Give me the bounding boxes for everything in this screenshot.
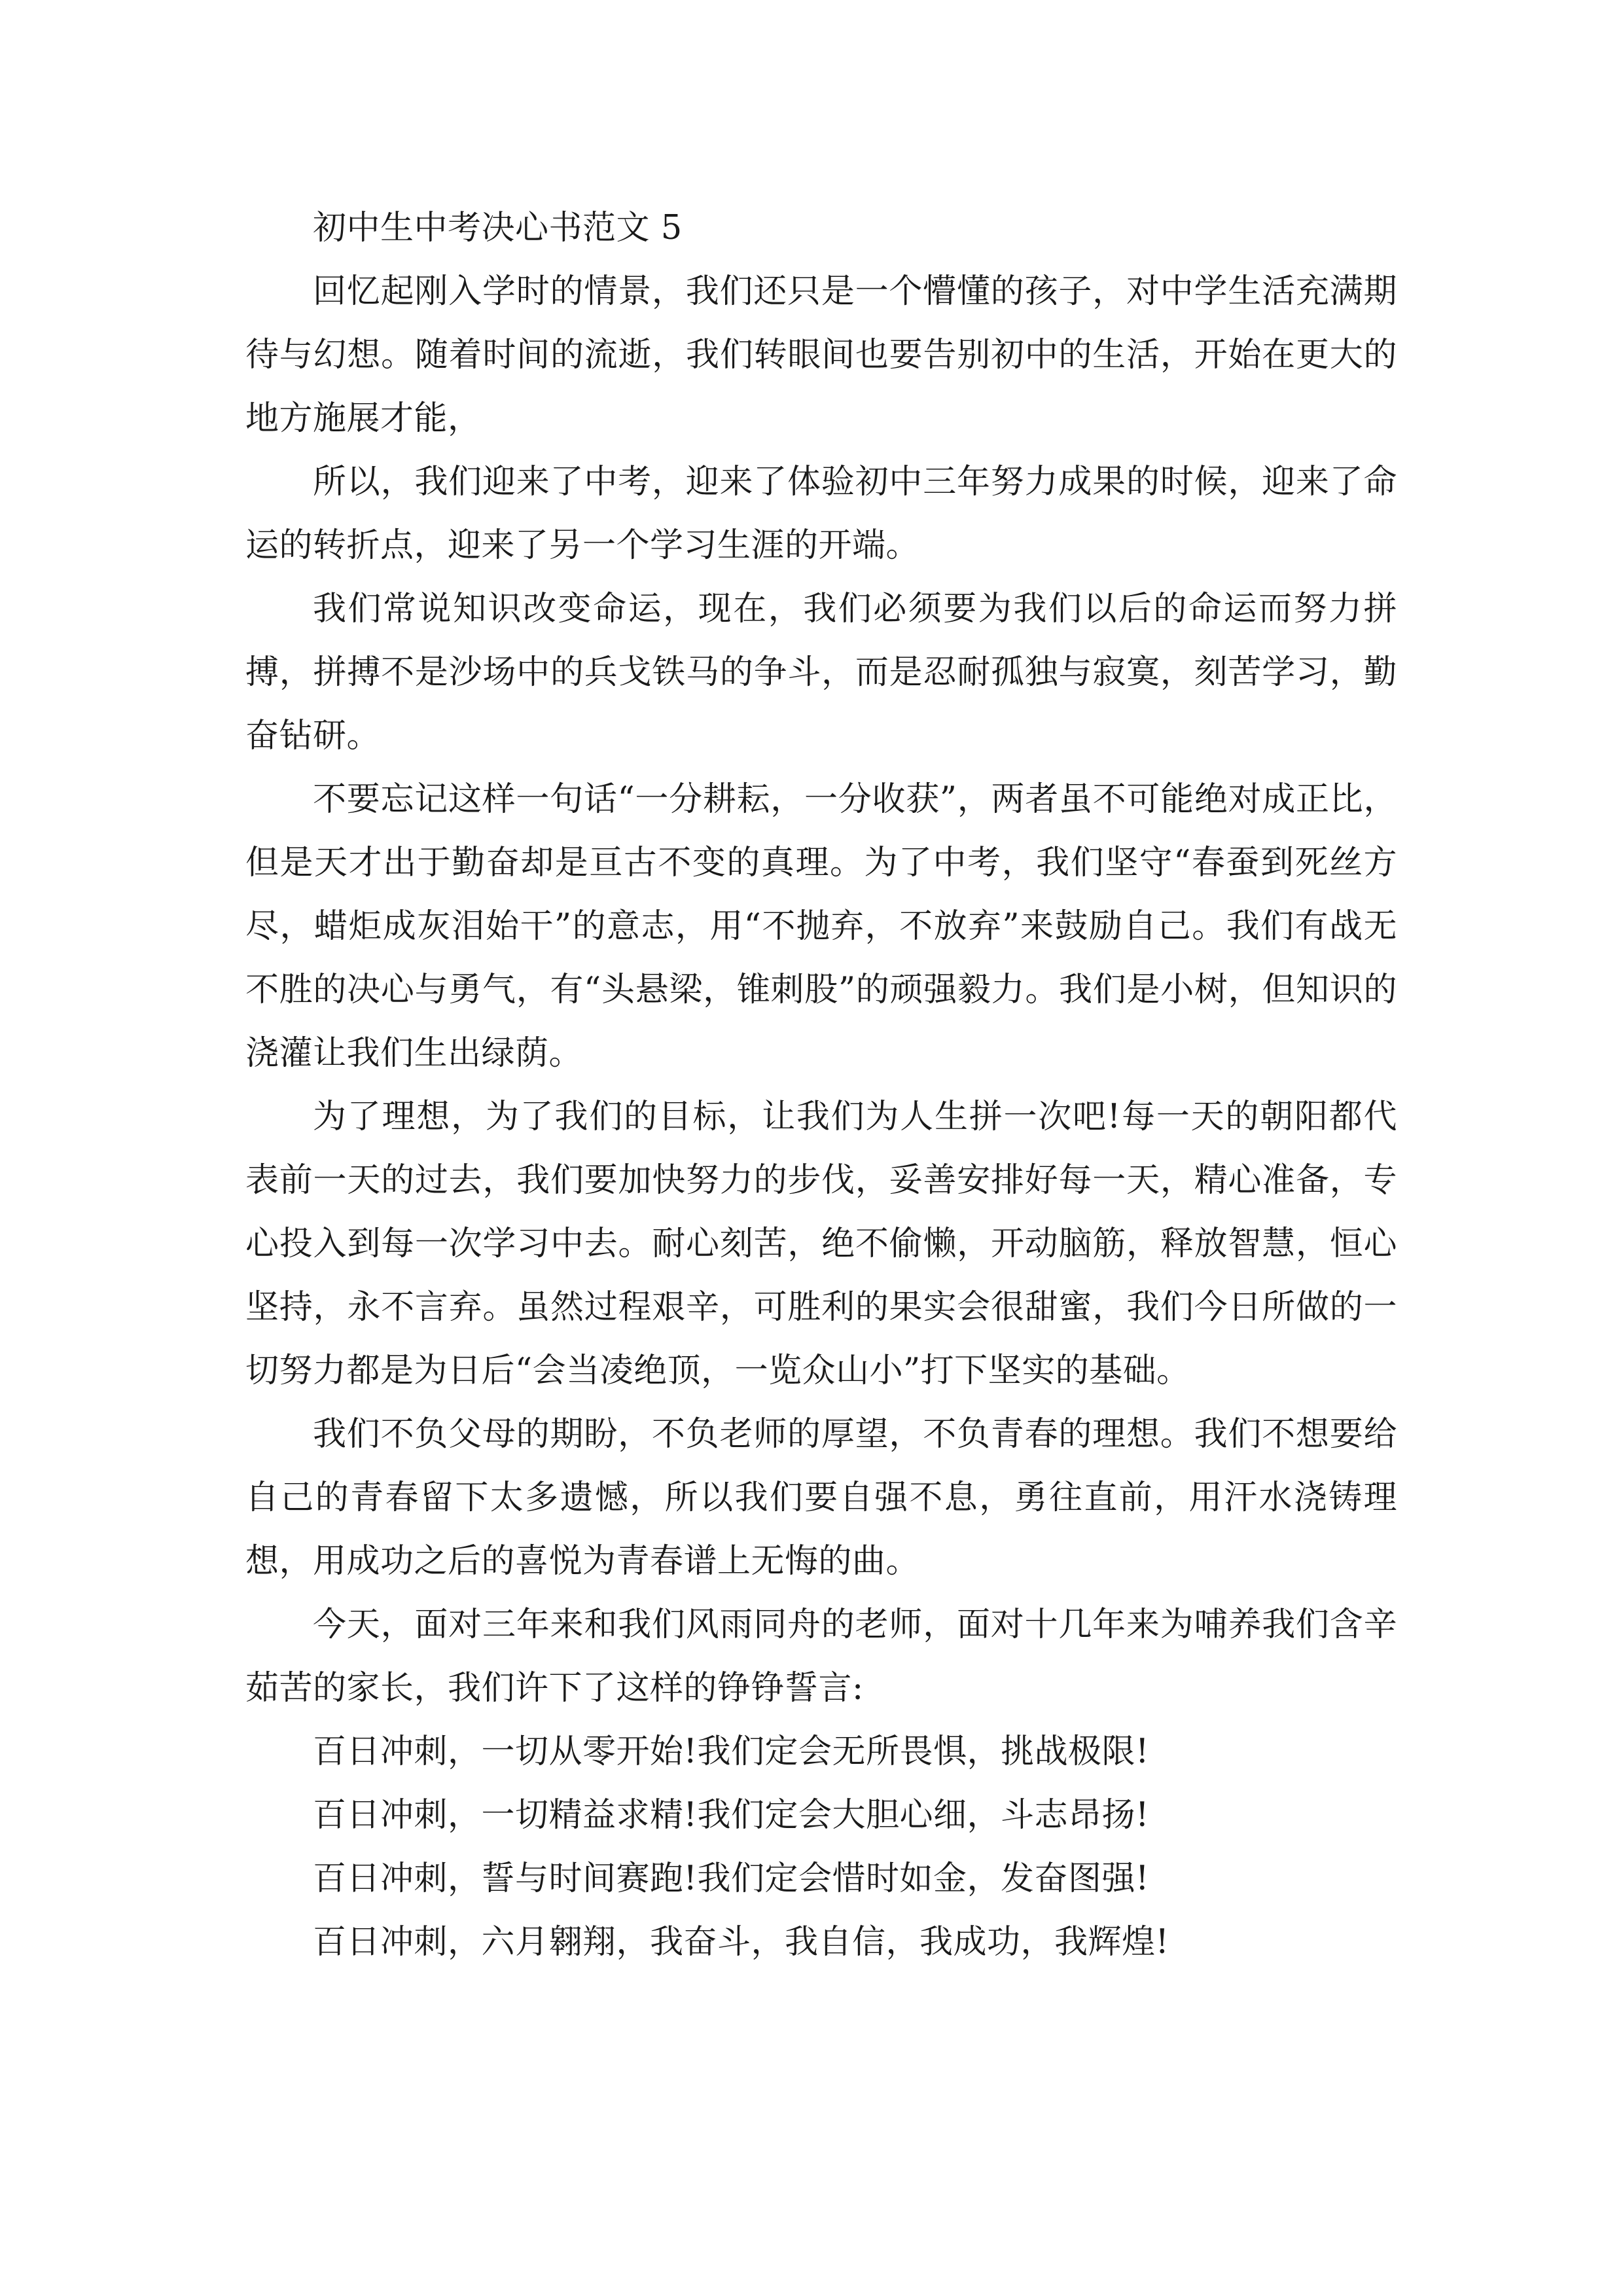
document-body: [245, 196, 1397, 1974]
paragraph-5: 为了理想，为了我们的目标，让我们为人生拼一次吧!每一天的朝阳都代表前一天的过去，我们要加快努力的步伐，妥善安排好每一天，精心准备，专心投入到每一次学习中去。耐心刻苦，绝不偷懒，开动脑筋，释放智慧，恒心坚持，永不言弃。虽然过程艰辛，可胜利的果实会很甜蜜，我们今日所做的一切努力都是为日后“会当凌绝顶，一览众山小”打下坚实的基础。: [245, 1098, 1397, 1390]
paragraph-4: 不要忘记这样一句话“一分耕耘，一分收获”，两者虽不可能绝对成正比，但是天才出于勤奋却是亘古不变的真理。为了中考，我们坚守“春蚕到死丝方尽，蜡炬成灰泪始干”的意志，用“不抛弃，不放弃”来鼓励自己。我们有战无不胜的决心与勇气，有“头悬梁，锥刺股”的顽强毅力。我们是小树，但知识的浇灌让我们生出绿荫。: [245, 780, 1397, 1073]
paragraph-3: 我们常说知识改变命运，现在，我们必须要为我们以后的命运而努力拼搏，拼搏不是沙场中的兵戈铁马的争斗，而是忍耐孤独与寂寞，刻苦学习，勤奋钻研。: [245, 590, 1397, 755]
paragraph-1: 回忆起刚入学时的情景，我们还只是一个懵懂的孩子，对中学生活充满期待与幻想。随着时间的流逝，我们转眼间也要告别初中的生活，开始在更大的地方施展才能，: [245, 272, 1397, 438]
pledge-line-3: 百日冲刺，誓与时间赛跑!我们定会惜时如金，发奋图强!: [313, 1859, 1149, 1898]
paragraph-2: 所以，我们迎来了中考，迎来了体验初中三年努力成果的时候，迎来了命运的转折点，迎来了另一个学习生涯的开端。: [245, 463, 1397, 565]
document-title: 初中生中考决心书范文 5: [313, 209, 683, 247]
pledge-line-2: 百日冲刺，一切精益求精!我们定会大胆心细，斗志昂扬!: [313, 1796, 1149, 1835]
pledge-line-4: 百日冲刺，六月翱翔，我奋斗，我自信，我成功，我辉煌!: [313, 1923, 1169, 1962]
pledge-line-1: 百日冲刺，一切从零开始!我们定会无所畏惧，挑战极限!: [313, 1732, 1149, 1771]
paragraph-6: 我们不负父母的期盼，不负老师的厚望，不负青春的理想。我们不想要给自己的青春留下太多遗憾，所以我们要自强不息，勇往直前，用汗水浇铸理想，用成功之后的喜悦为青春谱上无悔的曲。: [245, 1415, 1397, 1581]
paragraph-7: 今天，面对三年来和我们风雨同舟的老师，面对十几年来为哺养我们含辛茹苦的家长，我们许下了这样的铮铮誓言:: [245, 1605, 1397, 1708]
